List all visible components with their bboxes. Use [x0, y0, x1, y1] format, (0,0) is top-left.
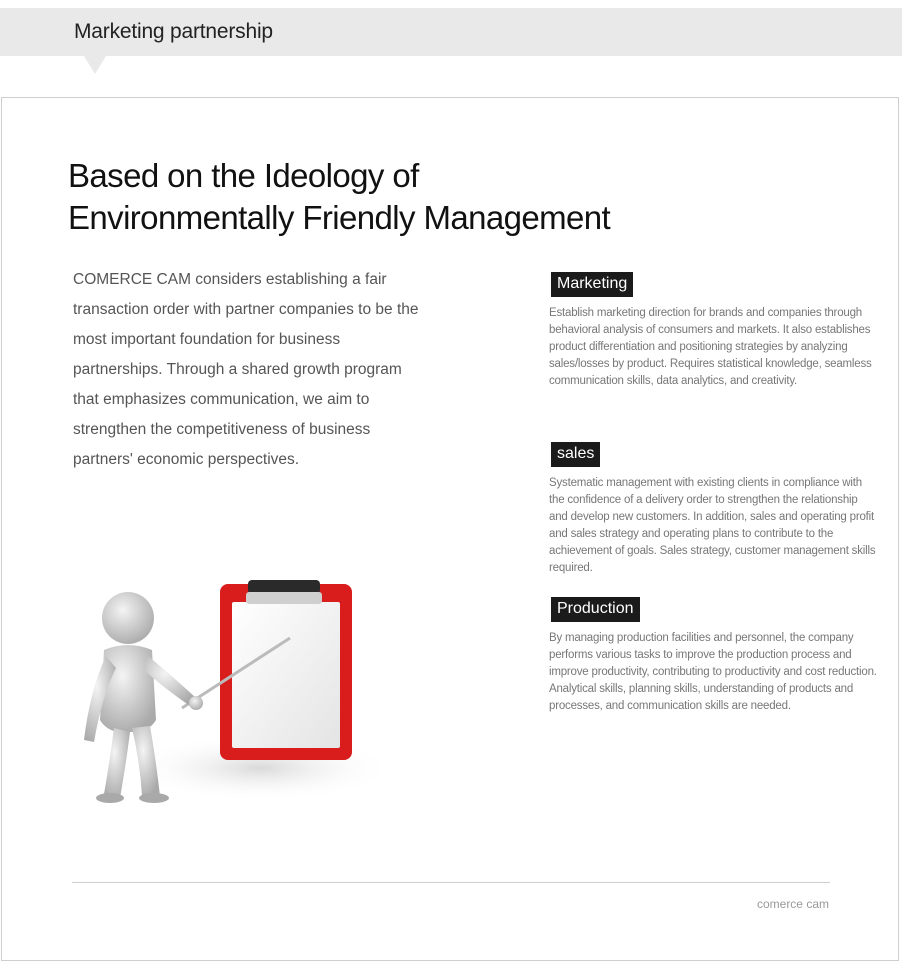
section-body-marketing: Establish marketing direction for brands and companies through behavioral analysis of consumers and markets. It also establishes product differentiation and positioning strategies by analyzing sales/losses by product. Requires statistical knowledge, seamless communication skills, data analytics, and creativity.: [549, 307, 872, 387]
section-production: [549, 597, 879, 715]
section-badge-sales: sales: [551, 442, 600, 467]
header-pointer-arrow: [84, 56, 106, 74]
section-body-sales: Systematic management with existing clients in compliance with the confidence of a delivery order to strengthen the relationship and develop new customers. In addition, sales and operating profit and sales strategy and operating plans to contribute to the achievement of goals. Sales strategy, customer management skills required.: [549, 477, 876, 574]
intro-paragraph: COMERCE CAM considers establishing a fair transaction order with partner companies to be the most important foundation for business partnerships. Through a shared growth program that emphasizes communication, we aim to strengthen the competitiveness of business partners' economic perspectives.: [73, 271, 419, 468]
headline: [68, 155, 610, 239]
section-marketing: [549, 272, 879, 390]
section-sales: [549, 442, 879, 577]
headline-line-1: Based on the Ideology of: [68, 157, 419, 194]
page-header-title: Marketing partnership: [74, 20, 273, 43]
footer-brand-text: comerce cam: [756, 897, 829, 911]
headline-line-2: Environmentally Friendly Management: [68, 199, 611, 236]
section-badge-marketing: Marketing: [551, 272, 633, 297]
section-badge-production: Production: [551, 597, 640, 622]
section-body-production: By managing production facilities and personnel, the company performs various tasks to improve the production process and improve productivity, contributing to productivity and cost reduction. Analytical skills, planning skills, understanding of products and processes, and communication skills are needed.: [549, 632, 877, 712]
page-header-bar: [0, 8, 902, 56]
footer-divider: [72, 882, 830, 883]
presenter-clipboard-illustration-icon: [70, 570, 390, 815]
